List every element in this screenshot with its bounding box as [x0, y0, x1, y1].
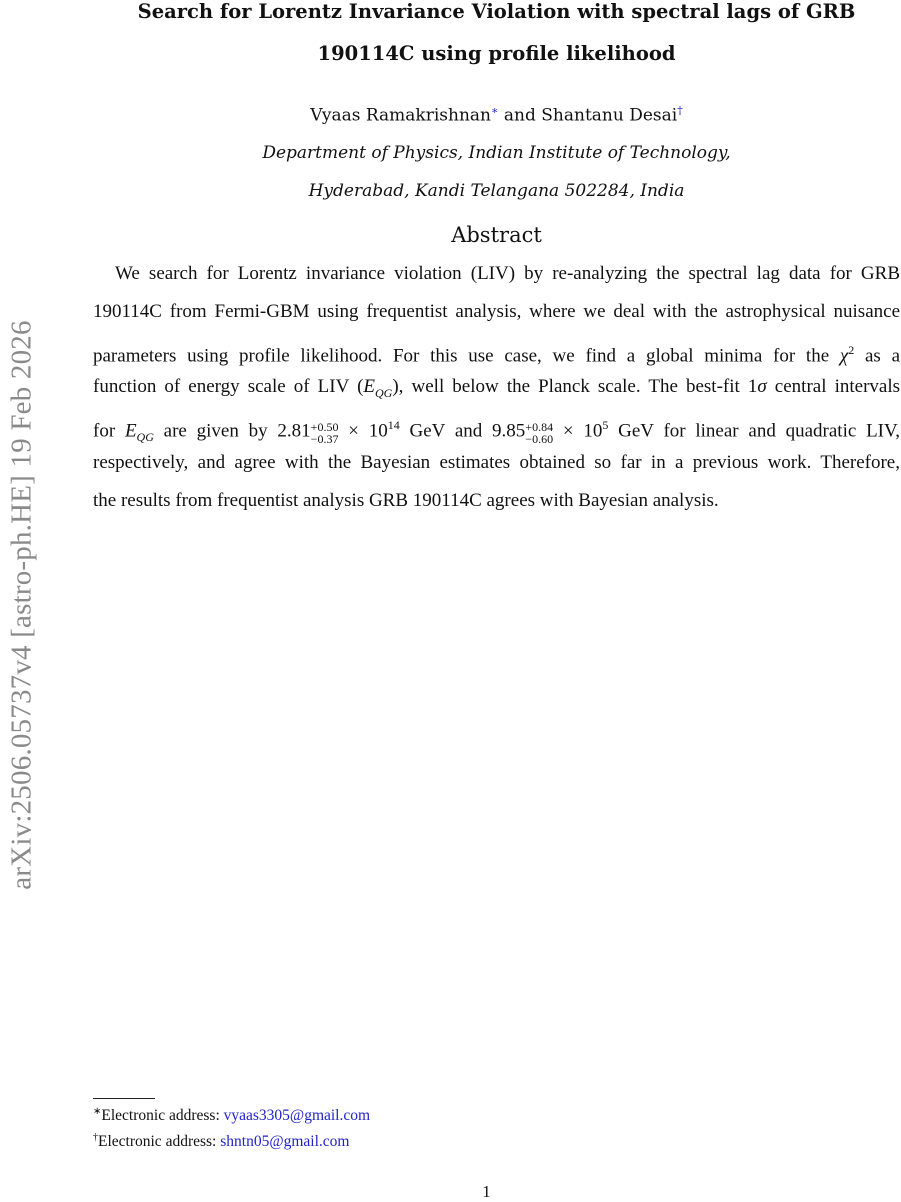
text: as a: [854, 344, 901, 366]
author-separator: and: [498, 105, 542, 126]
upper-error: +0.50: [310, 419, 339, 434]
text: parameters using profile likelihood. For this use case, we find a global minima for the: [93, 344, 840, 366]
math-E: E: [363, 376, 376, 398]
footnote-label: Electronic address:: [98, 1133, 221, 1151]
text: central intervals: [766, 376, 900, 398]
math-chi: χ: [839, 344, 849, 366]
footnote-label: Electronic address:: [101, 1107, 224, 1125]
abstract-line: [93, 375, 900, 413]
math-E: E: [124, 420, 137, 442]
text: GeV and 9.85: [399, 420, 526, 442]
abstract-line: [93, 413, 900, 451]
affiliation-line-2: Hyderabad, Kandi Telangana 502284, India: [308, 181, 685, 201]
text: are given by 2.81: [153, 420, 311, 442]
upper-error: +0.84: [525, 419, 554, 434]
exponent: 5: [602, 418, 609, 433]
arxiv-stamp: arXiv:2506.05737v4 [astro-ph.HE] 19 Feb 2026: [5, 320, 38, 890]
abstract-line: the results from frequentist analysis GRB 190114C agrees with Bayesian analysis.: [93, 489, 719, 511]
abstract-heading: Abstract: [451, 223, 542, 247]
paper-title-line-1: Search for Lorentz Invariance Violation with spectral lags of GRB: [137, 0, 856, 23]
abstract-line: [93, 338, 900, 376]
abstract-line: 190114C from Fermi-GBM using frequentist analysis, where we deal with the astrophysical nuisance: [93, 300, 900, 322]
email-link[interactable]: shntn05@gmail.com: [220, 1133, 350, 1151]
footnote-link[interactable]: †: [677, 104, 683, 117]
footnote-mark: †: [93, 1132, 98, 1143]
lower-error: −0.60: [525, 431, 554, 446]
exponent: 14: [387, 418, 400, 433]
math-sigma: σ: [757, 376, 767, 398]
text: GeV for linear and quadratic LIV,: [608, 420, 901, 442]
lower-error: −0.37: [310, 431, 339, 446]
math-sup: 2: [848, 342, 855, 357]
footnote-2: [93, 1132, 349, 1151]
email-link[interactable]: vyaas3305@gmail.com: [223, 1107, 371, 1125]
page-number: 1: [482, 1182, 491, 1201]
footnote-link[interactable]: ∗: [491, 104, 499, 117]
abstract-body: [93, 262, 900, 527]
text: × 10: [553, 420, 603, 442]
math-sub: QG: [375, 386, 393, 401]
footnote-1: [93, 1106, 370, 1125]
text: for: [93, 420, 125, 442]
paper-title-line-2: 190114C using profile likelihood: [317, 42, 676, 65]
footnote-mark: ∗: [93, 1106, 102, 1117]
error-bars: [525, 421, 553, 445]
authors: [93, 104, 900, 126]
author-name: Shantanu Desai: [541, 105, 678, 126]
author-name: Vyaas Ramakrishnan: [310, 105, 492, 126]
abstract-line: respectively, and agree with the Bayesian estimates obtained so far in a previous work. Therefore,: [93, 451, 900, 473]
math-sub: QG: [136, 430, 154, 445]
footnote-rule: [93, 1098, 155, 1099]
text: ), well below the Planck scale. The best-fit 1: [392, 376, 758, 398]
error-bars: [311, 421, 339, 445]
abstract-line: We search for Lorentz invariance violation (LIV) by re-analyzing the spectral lag data for GRB: [115, 263, 900, 284]
text: × 10: [338, 420, 388, 442]
affiliation-line-1: Department of Physics, Indian Institute of Technology,: [262, 143, 731, 163]
text: function of energy scale of LIV (: [93, 376, 364, 398]
